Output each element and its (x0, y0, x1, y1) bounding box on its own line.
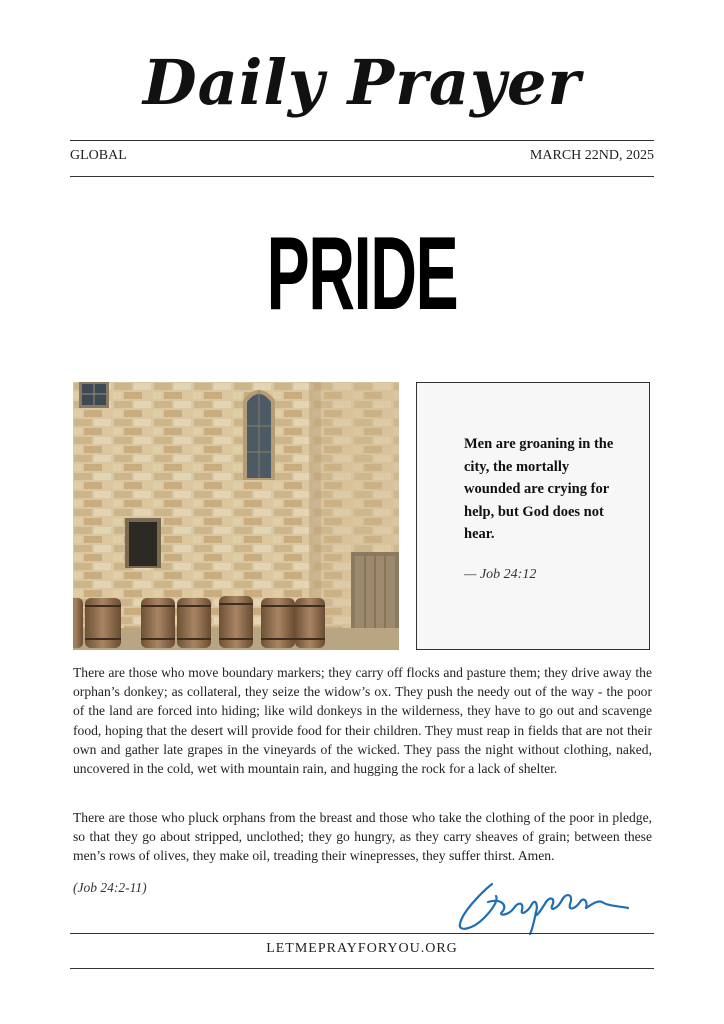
scripture-citation: (Job 24:2-11) (73, 880, 147, 895)
pull-quote-text: Men are groaning in the city, the mortally wounded are crying for help, but God does not hear. (464, 436, 614, 542)
footer-bottom-divider (70, 968, 654, 969)
dateline-location: GLOBAL (70, 148, 127, 163)
dateline (70, 148, 654, 168)
page-title: PRIDE (266, 216, 458, 332)
dateline-date: MARCH 22ND, 2025 (529, 148, 654, 163)
masthead-title: Daily Prayer (142, 46, 582, 119)
footer-url[interactable]: LETMEPRAYFORYOU.ORG (266, 941, 458, 956)
footer-top-divider (70, 933, 654, 934)
pull-quote-box (416, 382, 650, 650)
body-paragraph-1: There are those who move boundary markers; they carry off flocks and pasture them; they drive away the orphan’s donkey; as collateral, they seize the widow’s ox. They push the needy out of the way - the poor of the land are forced into hiding; like wild donkeys in the wilderness, they have to go out and scavenge food, hoping that the desert will provide food for their children. They must reap in fields that are not their own and gather late grapes in the vineyards of the wicked. They pass the night without clothing, naked, uncovered in the cold, wet with mountain rain, and hugging the rock for a lack of shelter. (73, 665, 652, 777)
handwritten-signature (452, 872, 632, 938)
body-paragraph-2: There are those who pluck orphans from the breast and those who take the clothing of the poor in pledge, so that they go about stripped, unclothed; they go hungry, as they carry sheaves of grain; between these men’s rows of olives, they make oil, treading their winepresses, they suffer thirst. Amen. (73, 810, 652, 864)
stone-wall-photo (73, 382, 399, 650)
dateline-divider (70, 176, 654, 177)
top-divider (70, 140, 654, 141)
pull-quote-reference: — Job 24:12 (464, 567, 537, 582)
